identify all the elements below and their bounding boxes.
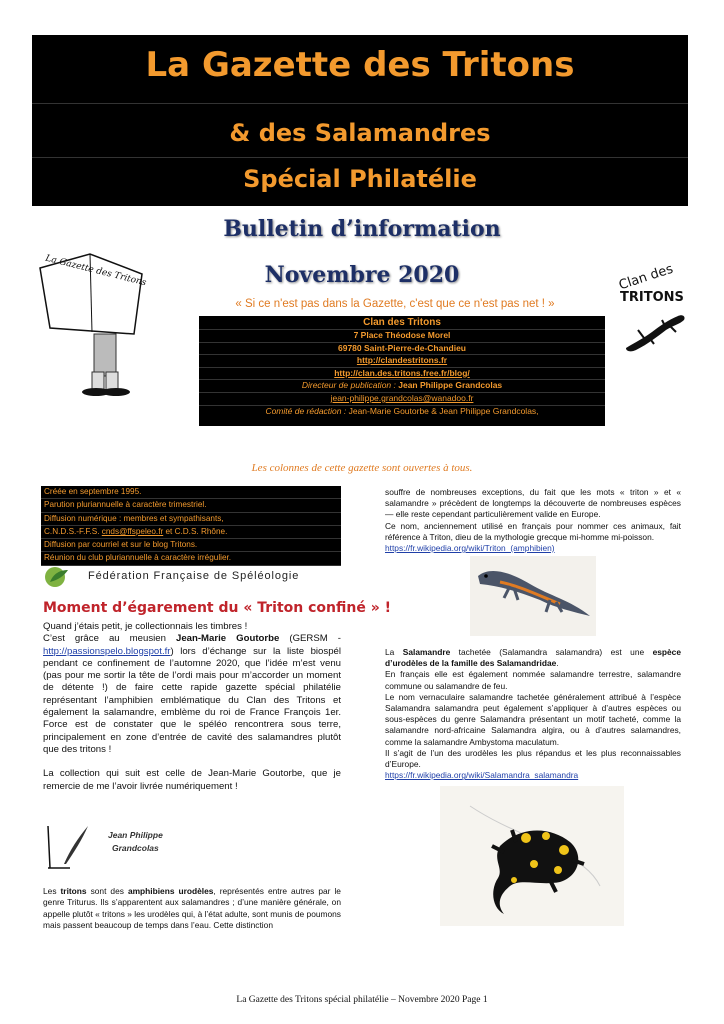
- section-heading: Moment d’égarement du « Triton confiné » !: [43, 600, 392, 616]
- cnds-email-link[interactable]: cnds@ffspeleo.fr: [101, 526, 164, 536]
- passionspelo-link[interactable]: http://passionspelo.blogspot.fr: [43, 645, 171, 657]
- director-label: Directeur de publication :: [301, 380, 399, 391]
- salamander-text: La Salamandre tachetée (Salamandra salamandra) est une espèce d’urodèles de la famille des Salamandridae. En français elle est également nommée salamandre terrestre, salamandre commune ou salamandre de feu. Le nom vernaculaire salamandre tachetée généralement attribué à l’espèce Salamandra salamandra peut également s’appliquer à d’autres espèces ou sous-espèces du genre Salamandra présentant un motif tacheté, comme la salamandre nord-africaine Salamandra algira, ou à d’autres salamandres, comme la salamandre Ambystoma maculatum. Il s’agit de l’un des urodèles les plus répandus et les plus reconnaissables d’Europe. https://fr.wikipedia.org/wiki/Salamandra_salamandra: [385, 647, 681, 781]
- banner-divider: [32, 157, 688, 158]
- ffs-name: Fédération Française de Spéléologie: [88, 570, 300, 582]
- intro-text: [43, 621, 341, 793]
- page-footer: La Gazette des Tritons spécial philatélie – Novembre 2020 Page 1: [236, 995, 488, 1005]
- club-name: Clan des Tritons: [363, 317, 441, 328]
- thanks-paragraph: La collection qui suit est celle de Jean-Marie Goutorbe, que je remercie de me l’avoir livrée numériquement !: [43, 768, 341, 792]
- facts-box: [41, 486, 341, 566]
- newspaper-text: La Gazette des Tritons: [44, 253, 148, 289]
- tritons-paragraph: Les tritons sont des amphibiens urodèles, représentés entre autres par le genre Triturus. Ils s’apparentent aux salamandres ; d’une manière générale, on appelle plutôt « tritons » les urodèles qui, à l’état adulte, sont munis de poumons mais passent beaucoup de temps dans l’eau. Cette distinction: [43, 886, 341, 931]
- ffs-leaf-icon: [44, 566, 72, 588]
- fact-recipients: C.N.D.S.-F.F.S. cnds@ffspeleo.fr et C.D.S. Rhône.: [41, 526, 341, 539]
- title-banner: [32, 35, 688, 206]
- logo-line2: TRITONS: [620, 290, 684, 305]
- quill-icon: [44, 820, 94, 870]
- address-line2: 69780 Saint-Pierre-de-Chandieu: [337, 342, 466, 353]
- publisher-info-box: [199, 316, 605, 426]
- newt-silhouette-icon: [622, 308, 688, 354]
- director-name: Jean Philippe Grandcolas: [398, 380, 503, 391]
- committee-label: Comité de rédaction :: [265, 405, 349, 416]
- newspaper-reader-logo: [36, 248, 154, 398]
- signature-name2: Grandcolas: [112, 843, 159, 853]
- gazette-special: Spécial Philatélie: [243, 165, 477, 193]
- ffs-logo: [44, 566, 344, 588]
- intro-paragraph: C’est grâce au meusien Jean-Marie Goutorbe (GERSM - http://passionspelo.blogspot.fr) lors d’échange sur la liste biospél pendant ce confinement de l’automne 2020, que l’idée m’est venu (pas pour me sortir la tête de l’ordi mais pour m’accorder un moment de détente !) de faire cette rapide gazette spécial philatélie représentant l’amphibien emblématique du Clan des Tritons et également la salamandre, emblème du roi de France François 1er. Force est de constater que le spéléo rencontrera sous terre, principalement en zone d’entrée de cavité des salamandres plutôt que des tritons !: [43, 633, 341, 755]
- bulletin-heading: Bulletin d’information: [223, 216, 501, 242]
- signature-name1: Jean Philippe: [108, 830, 163, 840]
- intro-line: Quand j’étais petit, je collectionnais les timbres !: [43, 621, 248, 632]
- banner-divider: [32, 103, 688, 104]
- website-link[interactable]: http://clandestritons.fr: [356, 355, 448, 366]
- triton-wiki-link[interactable]: https://fr.wikipedia.org/wiki/Triton_(amphibien): [385, 543, 555, 554]
- newt-image: [470, 556, 596, 636]
- issue-month: Novembre 2020: [264, 262, 460, 288]
- fact-meeting: Réunion du club pluriannuelle à caractère irrégulier.: [41, 552, 341, 565]
- committee-names: Jean-Marie Goutorbe & Jean Philippe Grandcolas,: [348, 405, 539, 416]
- fact-diffusion: Diffusion numérique : membres et sympathisants,: [41, 513, 341, 526]
- gazette-title: La Gazette des Tritons: [145, 45, 575, 85]
- address-line1: 7 Place Théodose Morel: [353, 330, 451, 340]
- clan-tritons-logo: [614, 261, 690, 358]
- fact-email-blog: Diffusion par courriel et sur le blog Tritons.: [41, 539, 341, 552]
- open-columns-note: Les colonnes de cette gazette sont ouvertes à tous.: [251, 462, 473, 474]
- email-link[interactable]: jean-philippe.grandcolas@wanadoo.fr: [330, 392, 474, 403]
- blog-link[interactable]: http://clan.des.tritons.free.fr/blog/: [334, 367, 470, 378]
- salamander-image: [440, 786, 624, 926]
- motto: « Si ce n'est pas dans la Gazette, c'est que ce n'est pas net ! »: [235, 298, 555, 310]
- logo-line1: Clan des: [617, 261, 676, 294]
- gazette-subtitle: & des Salamandres: [229, 119, 491, 147]
- triton-text: souffre de nombreuses exceptions, du fait que les mots « triton » et « salamandre » précèdent de longtemps la découverte de nombreuses espèces — elle reste cependant particulièrement valide en Europe. Ce nom, anciennement utilisé en français pour nommer ces animaux, fait référence à Triton, dieu de la mythologie grecque mi-homme mi-poisson. https://fr.wikipedia.org/wiki/Triton_(amphibien): [385, 487, 681, 554]
- fact-founded: Créée en septembre 1995.: [41, 486, 341, 499]
- salamandra-wiki-link[interactable]: https://fr.wikipedia.org/wiki/Salamandra_salamandra: [385, 770, 579, 781]
- fact-frequency: Parution pluriannuelle à caractère trimestriel.: [41, 499, 341, 512]
